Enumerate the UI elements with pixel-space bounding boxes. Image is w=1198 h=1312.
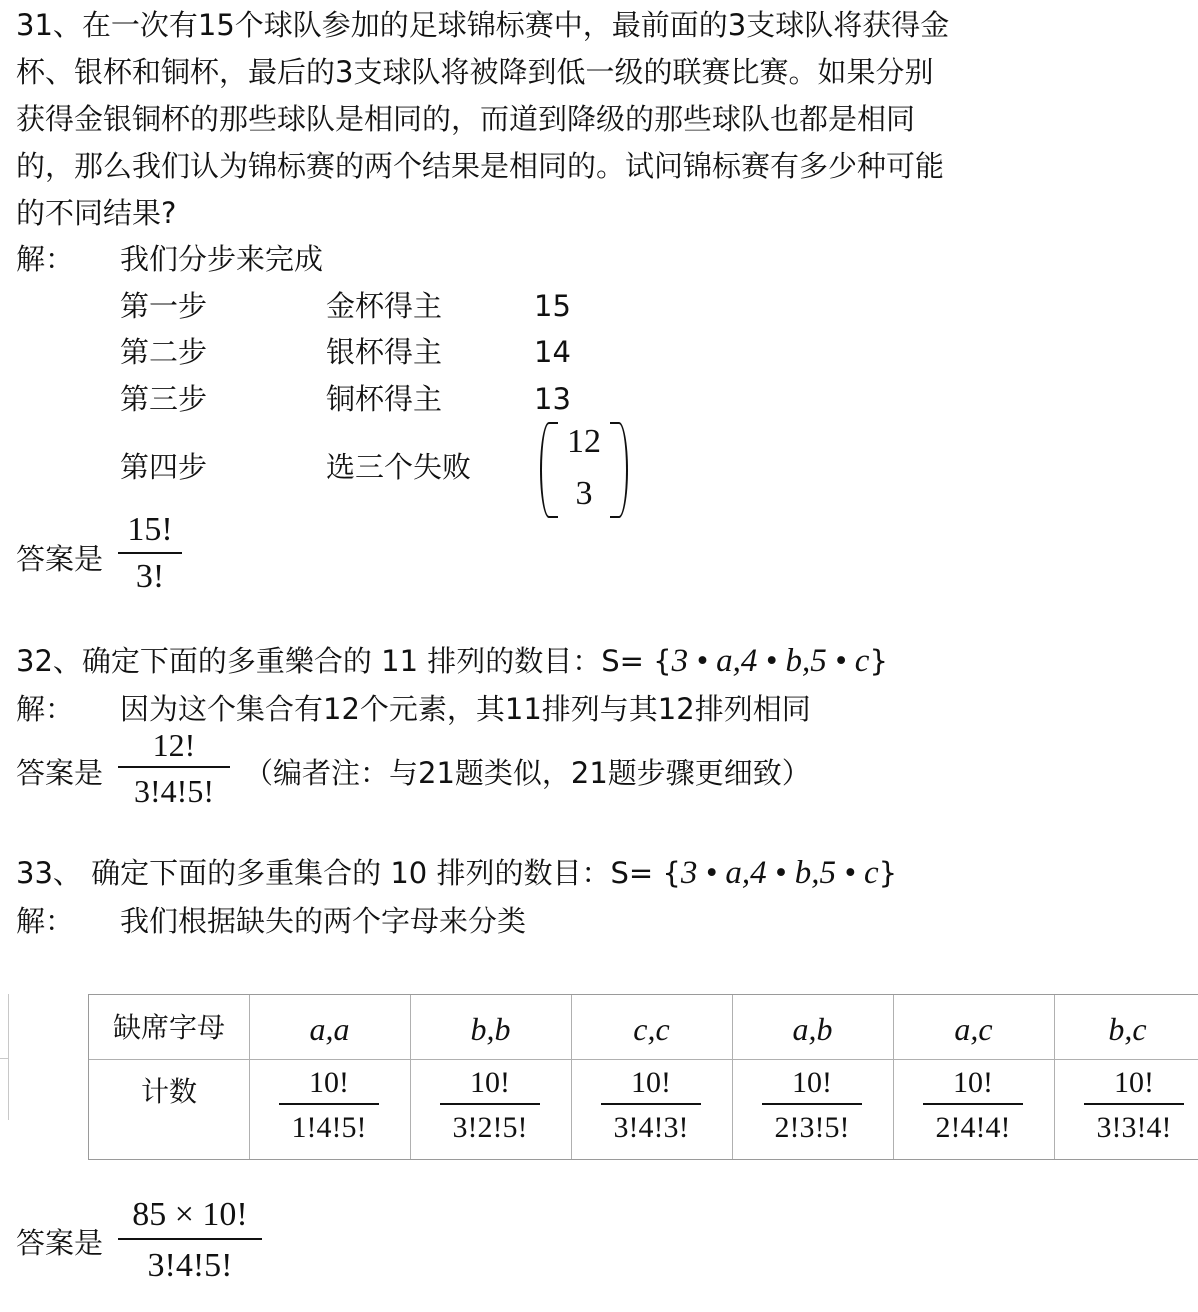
step-label: 第三步 — [120, 382, 208, 416]
fraction-numerator: 85 × 10! — [132, 1196, 248, 1233]
q32-question — [16, 638, 888, 684]
q31-solution-intro: 我们分步来完成 — [120, 242, 324, 276]
step-desc: 银杯得主 — [326, 335, 443, 369]
fraction-denominator: 3!3!4! — [1096, 1111, 1172, 1144]
fraction-denominator: 2!4!4! — [935, 1111, 1011, 1144]
step-desc: 铜杯得主 — [326, 382, 443, 416]
fraction-numerator: 10! — [792, 1066, 832, 1099]
q32-solution-label: 解： — [16, 692, 75, 726]
binomial-coefficient — [540, 422, 628, 516]
q33-solution-text: 我们根据缺失的两个字母来分类 — [120, 904, 527, 938]
fraction-denominator: 3!4!5! — [134, 773, 214, 809]
fraction-denominator: 3!4!3! — [613, 1111, 689, 1144]
binom-bottom: 3 — [575, 475, 593, 512]
q32-answer-label: 答案是 — [16, 756, 104, 790]
table-cell-missing: b,c — [1108, 1011, 1147, 1047]
fraction-denominator: 3! — [135, 558, 165, 595]
table-cell-missing: a,a — [309, 1011, 350, 1047]
q32-suffix: } — [869, 644, 888, 678]
q33-set: 3 • a,4 • b,5 • c — [680, 855, 879, 891]
table-row-divider — [89, 1059, 1198, 1060]
table-cell-count — [762, 1063, 862, 1151]
q31-line-5: 的不同结果? — [16, 196, 177, 230]
step-desc: 选三个失败 — [326, 450, 472, 484]
table-cell-missing: c,c — [633, 1011, 670, 1047]
fraction-numerator: 10! — [1114, 1066, 1154, 1099]
q33-answer-label: 答案是 — [16, 1226, 104, 1260]
step-label: 第四步 — [120, 450, 208, 484]
fraction-denominator: 3!4!5! — [147, 1247, 233, 1284]
q33-answer-fraction — [118, 1192, 262, 1292]
table-cell-missing: a,c — [954, 1011, 993, 1047]
q31-answer-fraction — [118, 508, 182, 600]
fraction-denominator: 1!4!5! — [291, 1111, 367, 1144]
q32-solution-text: 因为这个集合有12个元素，其11排列与其12排列相同 — [120, 692, 811, 726]
q32-note: （编者注：与21题类似，21题步骤更细致） — [244, 756, 811, 790]
left-margin-bracket — [0, 994, 9, 1120]
row-header-count: 计数 — [140, 1075, 197, 1108]
binom-top: 12 — [567, 423, 601, 460]
step-label: 第二步 — [120, 335, 208, 369]
table-cell-count — [601, 1063, 701, 1151]
q32-answer-fraction — [118, 724, 230, 814]
q33-prefix: 33、 确定下面的多重集合的 10 排列的数目：S= { — [16, 856, 681, 890]
fraction-numerator: 12! — [152, 727, 196, 763]
q32-set: 3 • a,4 • b,5 • c — [671, 643, 870, 679]
q33-solution-label: 解： — [16, 904, 75, 938]
fraction-numerator: 15! — [127, 511, 173, 548]
table-cell-count — [1084, 1063, 1184, 1151]
fraction-numerator: 10! — [470, 1066, 510, 1099]
table-cell-missing: b,b — [470, 1011, 511, 1047]
fraction-denominator: 3!2!5! — [452, 1111, 528, 1144]
q32-prefix: 32、确定下面的多重樂合的 11 排列的数目：S= { — [16, 644, 672, 678]
q31-solution-label: 解： — [16, 242, 75, 276]
fraction-numerator: 10! — [953, 1066, 993, 1099]
q33-question — [16, 850, 897, 896]
missing-letters-table — [88, 994, 1198, 1160]
left-margin-bracket-tick — [0, 1058, 8, 1059]
table-cell-count — [923, 1063, 1023, 1151]
fraction-numerator: 10! — [631, 1066, 671, 1099]
q31-line-3: 获得金银铜杯的那些球队是相同的，而道到降级的那些球队也都是相同 — [16, 102, 916, 136]
table-cell-count — [440, 1063, 540, 1151]
step-count: 13 — [534, 382, 571, 416]
q31-line-4: 的，那么我们认为锦标赛的两个结果是相同的。试问锦标赛有多少种可能 — [16, 149, 945, 183]
step-count: 14 — [534, 335, 571, 369]
step-desc: 金杯得主 — [326, 289, 443, 323]
table-cell-missing: a,b — [792, 1011, 833, 1047]
step-label: 第一步 — [120, 289, 208, 323]
step-count: 15 — [534, 289, 571, 323]
q31-line-2: 杯、银杯和铜杯，最后的3支球队将被降到低一级的联赛比赛。如果分别 — [16, 55, 934, 89]
table-cell-count — [279, 1063, 379, 1151]
q31-line-1: 31、在一次有15个球队参加的足球锦标赛中，最前面的3支球队将获得金 — [16, 8, 950, 42]
fraction-numerator: 10! — [309, 1066, 349, 1099]
row-header-missing: 缺席字母 — [112, 1011, 225, 1044]
fraction-denominator: 2!3!5! — [774, 1111, 850, 1144]
q33-suffix: } — [878, 856, 898, 890]
q31-answer-label: 答案是 — [16, 542, 104, 576]
